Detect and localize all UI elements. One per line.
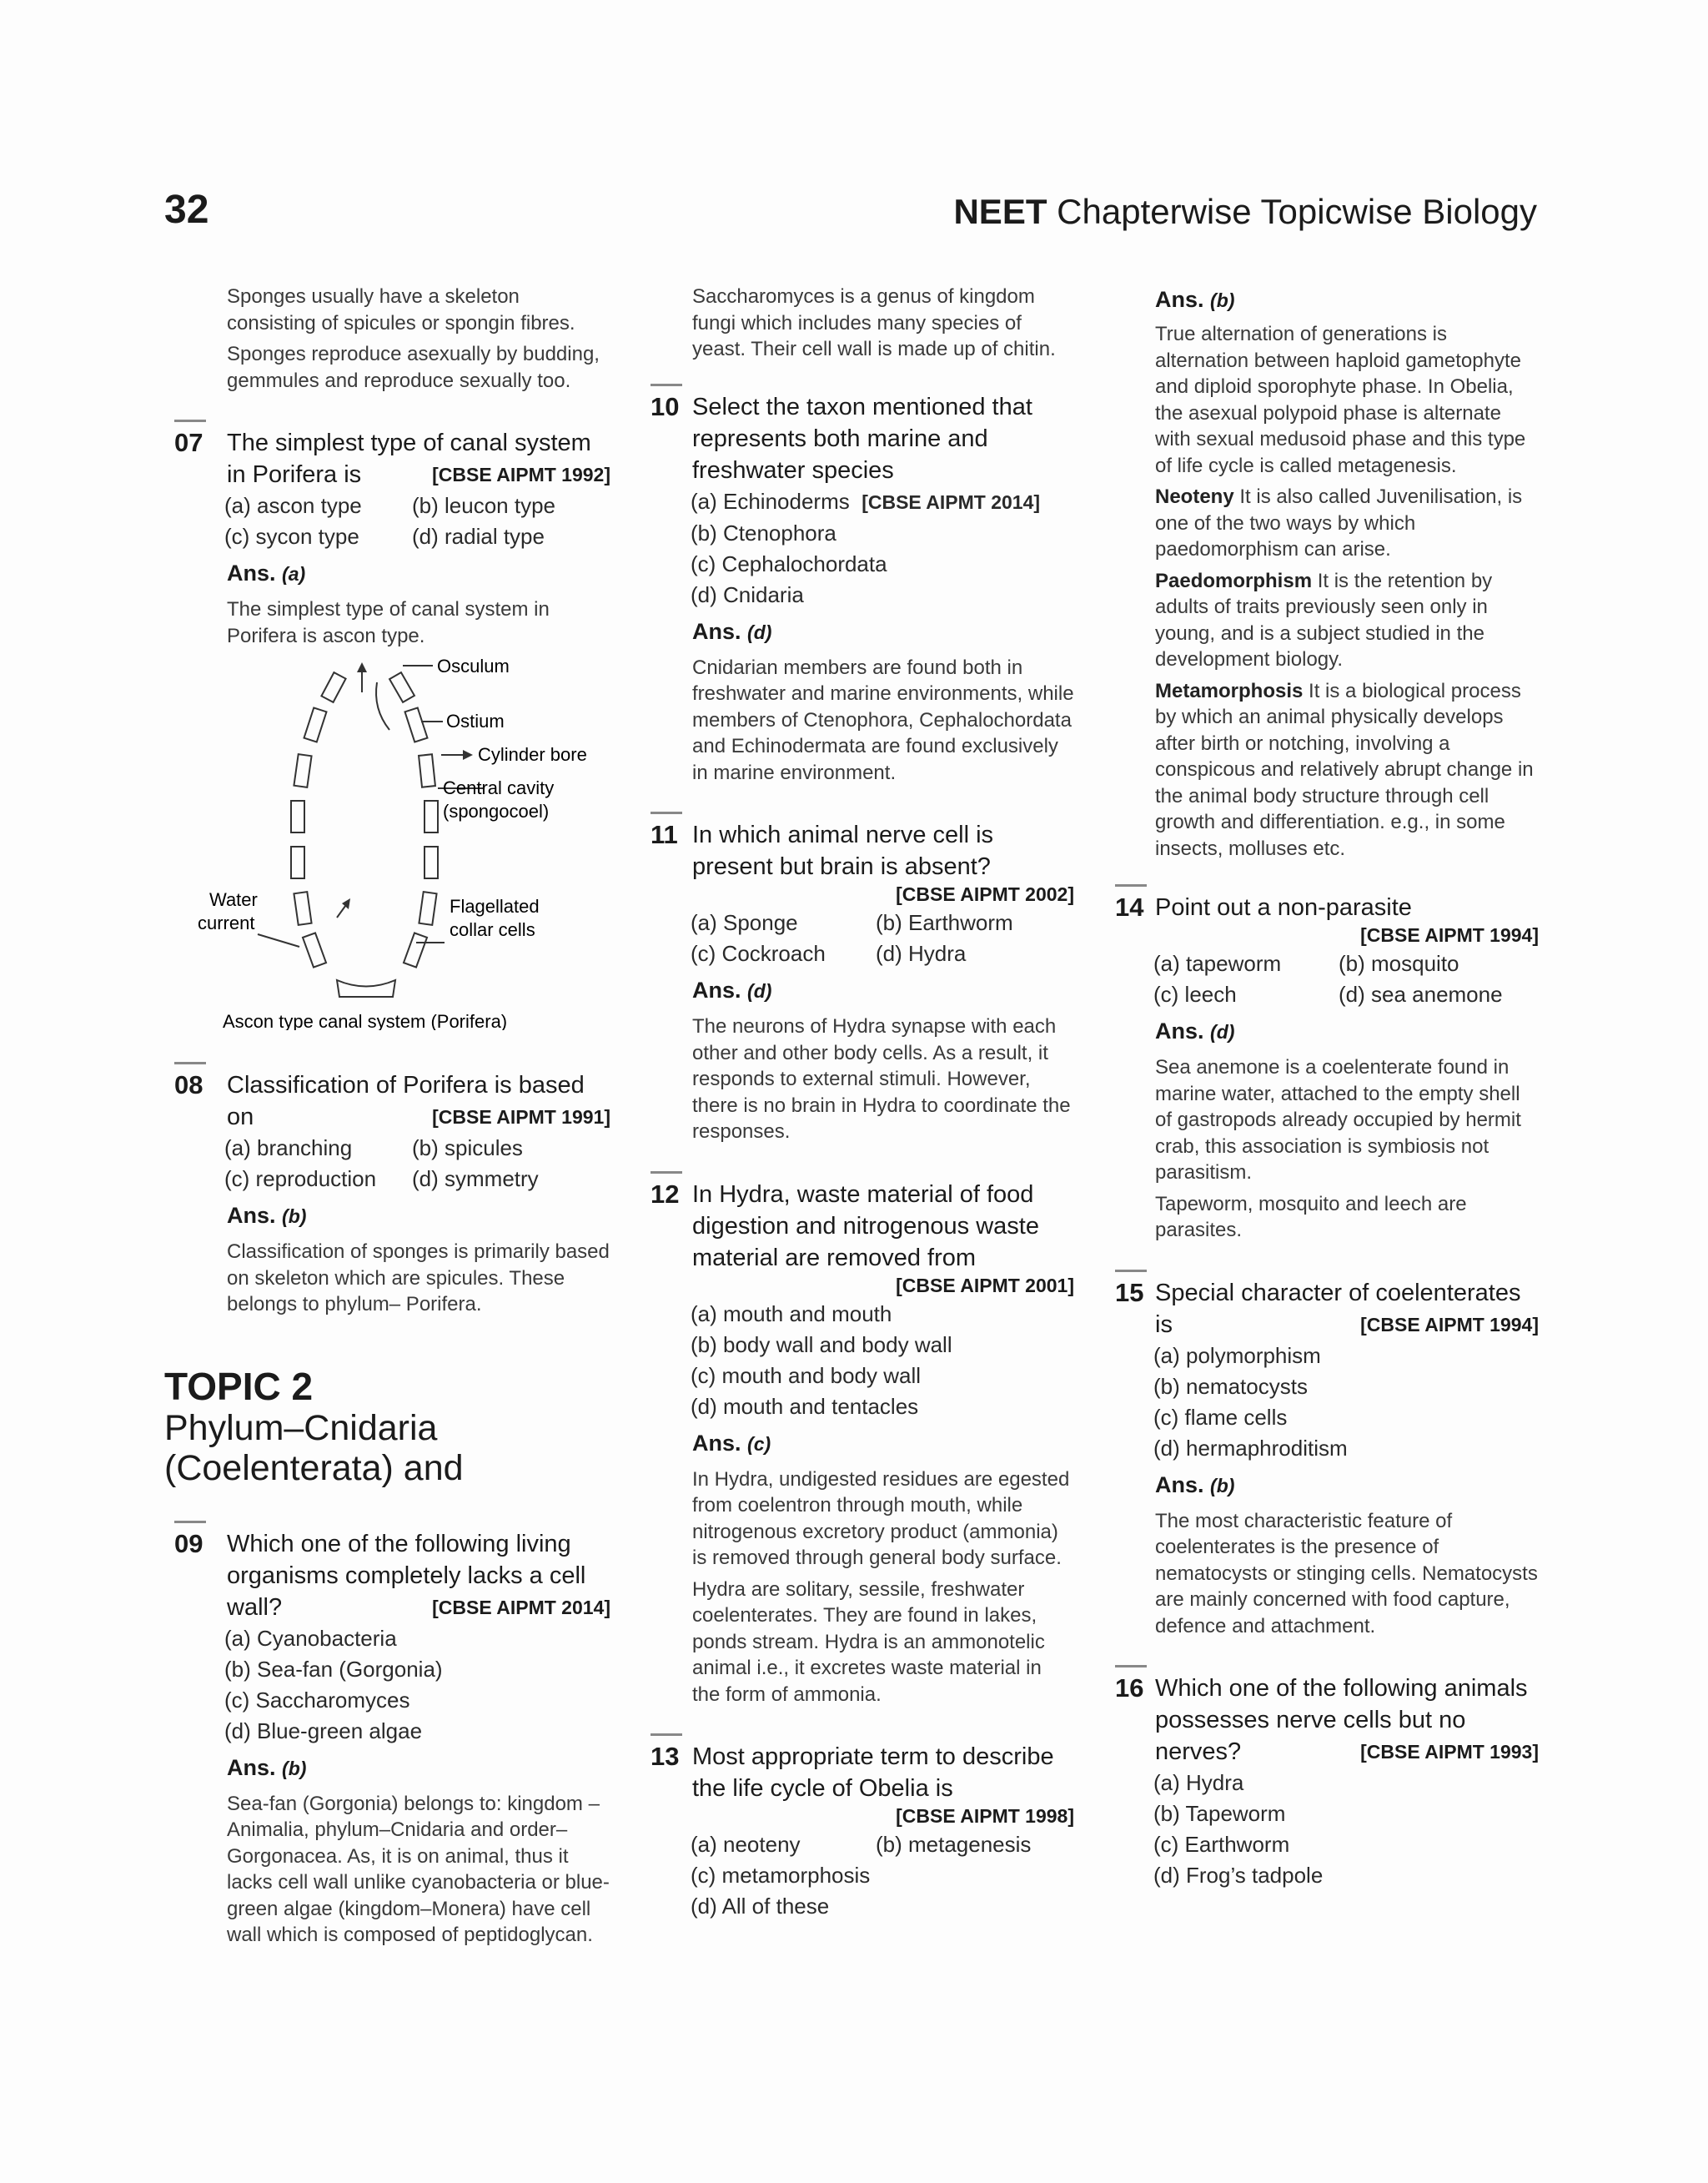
question-09 — [164, 1528, 610, 1949]
question-text — [1155, 1672, 1539, 1768]
option-d: (d) Frog’s tadpole — [1153, 1863, 1324, 1888]
option-c: (c) reproduction — [224, 1166, 377, 1191]
question-number: 07 — [174, 428, 203, 457]
question-text — [227, 427, 610, 490]
keyword: Paedomorphism — [1155, 569, 1313, 592]
question-marker — [1115, 884, 1147, 887]
question-number: 14 — [1115, 893, 1144, 922]
answer-label: Ans. — [227, 1203, 276, 1228]
option-b: (b) mosquito — [1339, 951, 1459, 976]
answer — [1155, 1469, 1539, 1501]
exam-tag: [CBSE AIPMT 1991] — [432, 1106, 610, 1128]
definition: It is also called Juvenilisation, is one of the two ways by which paedomorphism can arise. — [1155, 485, 1523, 561]
label-osculum: Osculum — [437, 659, 510, 677]
options — [691, 1829, 1074, 1922]
explanation-neoteny — [1155, 484, 1539, 563]
exam-tag: [CBSE AIPMT 2001] — [896, 1274, 1074, 1296]
label-cylinder-bore: Cylinder bore — [478, 744, 587, 765]
question-13 — [640, 1741, 1074, 1922]
option-a — [691, 486, 1074, 518]
answer-label: Ans. — [692, 978, 741, 1003]
explanation: The most characteristic feature of coelenterates is the presence of nematocysts or stinging cells. Nematocysts are mainly concerned with food capture, defence and attachment. — [1155, 1509, 1538, 1637]
question-text: In Hydra, waste material of food digestion and nitrogenous waste material are removed from — [692, 1180, 1039, 1271]
options — [1153, 1340, 1539, 1464]
answer — [1155, 284, 1539, 316]
option-d: (d) Cnidaria — [691, 581, 804, 607]
question-number: 10 — [651, 391, 680, 421]
option-c: (c) Cockroach — [691, 941, 826, 966]
question-text: Most appropriate term to describe the life cycle of Obelia is — [692, 1743, 1054, 1802]
answer-key: (b) — [1210, 1474, 1235, 1496]
exam-tag: [CBSE AIPMT 1994] — [1360, 1313, 1539, 1335]
question-text-body: Which one of the following animals possesses nerve cells but no nerves? — [1155, 1675, 1528, 1765]
explanation: Tapeworm, mosquito and leech are parasites. — [1155, 1192, 1467, 1241]
option-b: (b) spicules — [412, 1135, 523, 1160]
answer-key: (a) — [282, 563, 306, 585]
answer-key: (d) — [747, 621, 772, 643]
option-b: (b) nematocysts — [1153, 1373, 1308, 1399]
question-16 — [1105, 1672, 1539, 1891]
question-marker — [651, 384, 682, 386]
column-3 — [1105, 284, 1539, 1891]
options — [224, 490, 610, 552]
options — [1153, 1768, 1539, 1891]
column-2 — [640, 284, 1074, 1922]
answer-label: Ans. — [227, 1754, 276, 1780]
question-number: 08 — [174, 1070, 203, 1099]
option-b: (b) Tapeworm — [1153, 1801, 1286, 1826]
question-15 — [1105, 1277, 1539, 1640]
question-text — [1155, 1277, 1539, 1340]
option-a-text: (a) Echinoderms — [691, 488, 850, 514]
question-12 — [640, 1179, 1074, 1708]
answer — [227, 1200, 610, 1232]
book-title — [953, 190, 1537, 234]
question-marker — [174, 420, 206, 422]
topic-title-line-2: (Coelenterata) and — [164, 1447, 464, 1488]
option-b: (b) metagenesis — [876, 1832, 1032, 1857]
option-c: (c) metamorphosis — [691, 1863, 871, 1888]
book-title-bold: NEET — [953, 192, 1047, 231]
question-10 — [640, 391, 1074, 787]
answer — [227, 1752, 610, 1784]
option-c: (c) mouth and body wall — [691, 1362, 922, 1388]
answer-label: Ans. — [1155, 287, 1204, 312]
question-text-body: Special character of coelenterates is — [1155, 1279, 1521, 1338]
answer-label: Ans. — [692, 1430, 741, 1456]
answer — [692, 616, 1074, 648]
label-ostium: Ostium — [446, 711, 505, 732]
question-number: 11 — [651, 820, 678, 849]
question-number: 15 — [1115, 1277, 1144, 1307]
label-current: current — [198, 913, 255, 933]
explanation: The neurons of Hydra synapse with each other and other body cells. As a result, it responds to external stimuli. However, there is no brain in Hydra to coordinate the responses. — [692, 1015, 1071, 1143]
option-b: (b) leucon type — [412, 493, 555, 518]
option-b: (b) Ctenophora — [691, 520, 836, 546]
answer-label: Ans. — [692, 618, 741, 644]
question-marker — [1115, 1270, 1147, 1272]
options — [691, 908, 1074, 969]
book-title-rest: Chapterwise Topicwise Biology — [1057, 192, 1537, 231]
answer — [227, 557, 610, 590]
explanation: Sea anemone is a coelenterate found in marine water, attached to the empty shell of gastropods already occupied by hermit crab, this association is symbiosis not parasitism. — [1155, 1056, 1521, 1184]
question-08 — [164, 1069, 610, 1318]
options — [691, 1299, 1074, 1422]
label-flagellated: Flagellated — [450, 896, 540, 917]
explanation: Classification of sponges is primarily based on skeleton which are spicules. These belongs to phylum– Porifera. — [227, 1240, 610, 1315]
ascon-canal-diagram — [174, 659, 604, 1030]
answer-key: (b) — [282, 1757, 307, 1779]
question-text — [227, 1528, 610, 1623]
question-number: 13 — [651, 1742, 680, 1771]
intro-paragraph: Sponges usually have a skeleton consisting of spicules or spongin fibres. — [227, 285, 575, 334]
options — [224, 1623, 610, 1747]
option-c: (c) Saccharomyces — [224, 1687, 410, 1713]
answer — [1155, 1015, 1539, 1048]
explanation: Sea-fan (Gorgonia) belongs to: kingdom –Animalia, phylum–Cnidaria and order–Gorgonacea. As, it is on animal, thus it lacks cell wall unlike cyanobacteria or blue-green algae (kingdom–Monera) have cell wall which is composed of peptidoglycan. — [227, 1792, 610, 1946]
options — [224, 1133, 610, 1195]
answer — [692, 1427, 1074, 1460]
explanation-paedomorphism — [1155, 568, 1539, 673]
question-number: 12 — [651, 1179, 680, 1209]
option-c: (c) leech — [1153, 982, 1237, 1007]
option-b: (b) Earthworm — [876, 910, 1013, 935]
topic-label: TOPIC 2 — [164, 1364, 314, 1408]
option-d: (d) Blue-green algae — [224, 1718, 423, 1743]
exam-tag: [CBSE AIPMT 2014] — [432, 1596, 610, 1618]
answer-key: (d) — [747, 980, 772, 1002]
explanation: Hydra are solitary, sessile, freshwater coelenterates. They are found in lakes, ponds stream. Hydra is an ammonotelic animal i.e., it excretes waste material in the form of ammonia. — [692, 1577, 1045, 1706]
label-collar-cells: collar cells — [450, 919, 535, 940]
definition: It is the retention by adults of traits previously seen only in young, and is a subject studied in the development biology. — [1155, 569, 1493, 671]
option-c: (c) sycon type — [224, 524, 359, 549]
answer-label: Ans. — [1155, 1471, 1204, 1497]
exam-tag: [CBSE AIPMT 2014] — [862, 490, 1041, 513]
label-spongocoel: (spongocoel) — [443, 801, 550, 822]
option-d: (d) All of these — [691, 1894, 830, 1919]
question-text — [227, 1069, 610, 1133]
question-marker — [174, 1062, 206, 1064]
explanation-metamorphosis — [1155, 678, 1539, 863]
definition: It is a biological process by which an animal physically develops after birth or notching, involving a conspicous and relatively abrupt change in the animal body structure through cell growth and differentiation. e.g., in some insects, molluses etc. — [1155, 679, 1534, 860]
question-14 — [1105, 892, 1539, 1244]
page-header — [164, 185, 1537, 235]
answer-key: (b) — [282, 1205, 307, 1227]
option-a: (a) ascon type — [224, 493, 362, 518]
question-marker — [651, 1733, 682, 1736]
question-text-body: Which one of the following living organisms completely lacks a cell wall? — [227, 1530, 586, 1621]
explanation: In Hydra, undigested residues are egested from coelentron through mouth, while nitrogenous excretory product (ammonia) is removed through general body surface. — [692, 1467, 1070, 1569]
options — [691, 486, 1074, 611]
option-c: (c) Earthworm — [1153, 1832, 1290, 1857]
option-a: (a) Cyanobacteria — [224, 1625, 397, 1651]
question-text-body: The simplest type of canal system in Porifera is — [227, 430, 591, 488]
question-text-body: Classification of Porifera is based on — [227, 1072, 585, 1130]
keyword: Metamorphosis — [1155, 679, 1304, 702]
page-number: 32 — [164, 188, 209, 232]
label-water: Water — [209, 889, 258, 910]
option-d: (d) Hydra — [876, 941, 967, 966]
question-marker — [651, 812, 682, 814]
explanation: Cnidarian members are found both in freshwater and marine environments, while members of Ctenophora, Cephalochordata and Echinodermata are found exclusively in marine environment. — [692, 656, 1074, 784]
option-a: (a) Hydra — [1153, 1770, 1244, 1795]
option-d: (d) radial type — [412, 524, 545, 549]
option-a: (a) branching — [224, 1135, 353, 1160]
question-text: Select the taxon mentioned that represents both marine and freshwater species — [692, 393, 1032, 484]
label-central-cavity: Central cavity — [443, 777, 555, 798]
question-number: 16 — [1115, 1673, 1144, 1703]
answer-label: Ans. — [227, 561, 276, 586]
question-text: Point out a non-parasite — [1155, 894, 1412, 921]
question-text: In which animal nerve cell is present but brain is absent? — [692, 822, 994, 880]
answer — [692, 974, 1074, 1007]
exam-tag: [CBSE AIPMT 1993] — [1360, 1741, 1539, 1763]
option-b: (b) Sea-fan (Gorgonia) — [224, 1656, 443, 1682]
intro-paragraph: Saccharomyces is a genus of kingdom fungi which includes many species of yeast. Their cell wall is made up of chitin. — [692, 285, 1056, 360]
question-number: 09 — [174, 1528, 203, 1558]
question-07 — [164, 427, 610, 649]
option-b: (b) body wall and body wall — [691, 1331, 952, 1357]
option-a: (a) neoteny — [691, 1832, 801, 1857]
option-c: (c) Cephalochordata — [691, 551, 887, 576]
explanation: The simplest type of canal system in Porifera is ascon type. — [227, 598, 550, 647]
intro-paragraph: Sponges reproduce asexually by budding, gemmules and reproduce sexually too. — [227, 343, 600, 392]
question-11 — [640, 819, 1074, 1145]
option-a: (a) polymorphism — [1153, 1342, 1321, 1368]
answer-key: (b) — [1210, 289, 1235, 311]
question-marker — [1115, 1665, 1147, 1667]
option-d: (d) symmetry — [412, 1166, 539, 1191]
exam-tag: [CBSE AIPMT 1994] — [1360, 924, 1539, 946]
exam-tag: [CBSE AIPMT 2002] — [896, 883, 1074, 905]
answer-key: (c) — [747, 1432, 771, 1455]
explanation: True alternation of generations is alternation between haploid gametophyte and diploid sporophyte phase. In Obelia, the asexual polypoid phase is alternate with sexual medusoid phase and this type of life cycle is called metagenesis. — [1155, 323, 1526, 477]
question-marker — [174, 1521, 206, 1523]
option-a: (a) mouth and mouth — [691, 1300, 892, 1326]
question-marker — [651, 1171, 682, 1174]
keyword: Neoteny — [1155, 485, 1234, 508]
answer-label: Ans. — [1155, 1019, 1204, 1044]
exam-tag: [CBSE AIPMT 1998] — [896, 1805, 1074, 1827]
option-d: (d) mouth and tentacles — [691, 1393, 919, 1419]
options — [1153, 948, 1539, 1010]
exam-tag: [CBSE AIPMT 1992] — [432, 464, 610, 485]
option-d: (d) hermaphroditism — [1153, 1435, 1348, 1461]
answer-key: (d) — [1210, 1021, 1235, 1043]
diagram-caption: Ascon type canal system (Porifera) — [223, 1011, 508, 1030]
option-a: (a) Sponge — [691, 910, 798, 935]
option-d: (d) sea anemone — [1339, 982, 1503, 1007]
option-a: (a) tapeworm — [1153, 951, 1282, 976]
option-c: (c) flame cells — [1153, 1404, 1288, 1430]
topic-title-line-1: Phylum–Cnidaria — [164, 1407, 438, 1448]
column-1 — [164, 284, 610, 1954]
